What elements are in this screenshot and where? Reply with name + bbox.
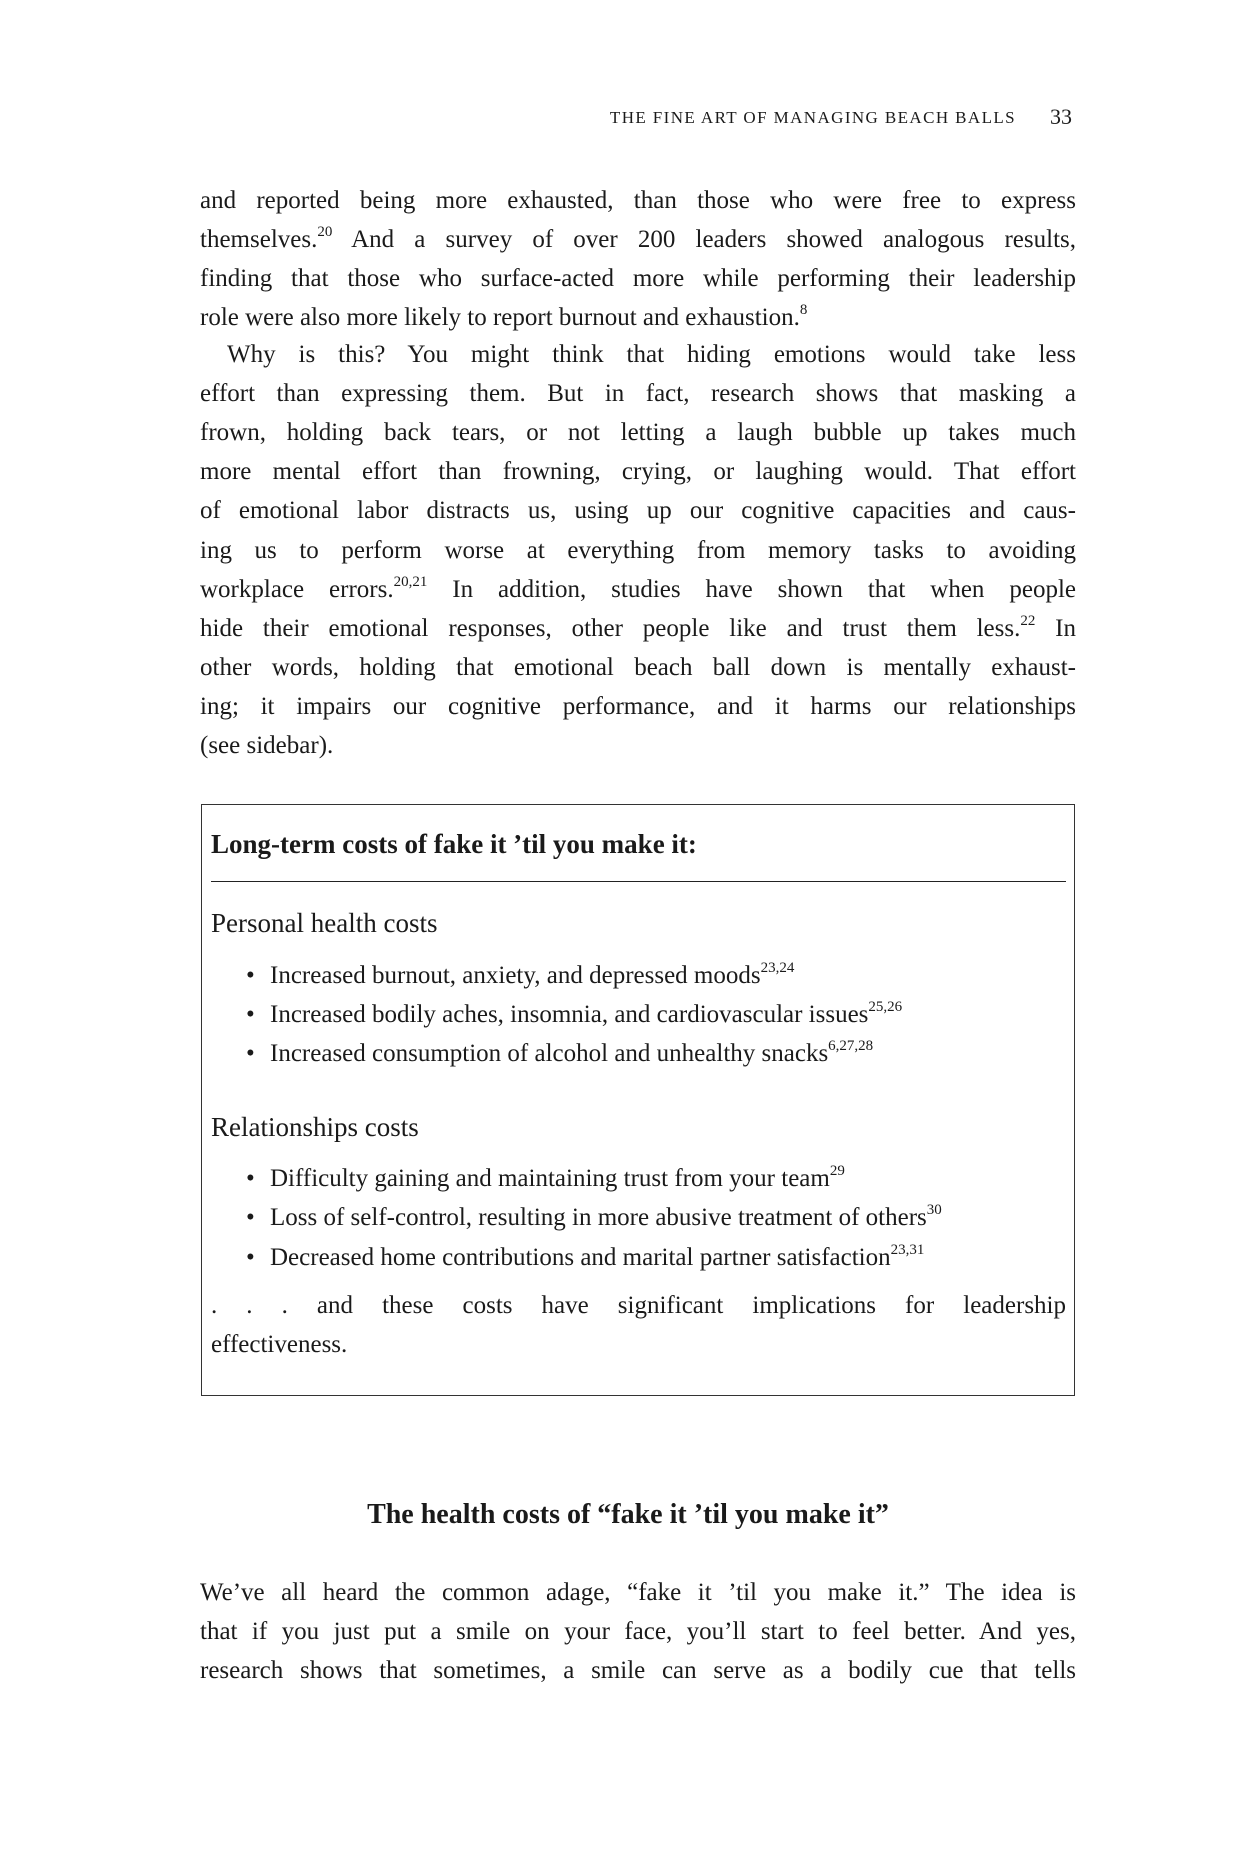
sidebar-bullet-item: [246, 995, 902, 1034]
text-segment: In: [1035, 614, 1076, 642]
text-segment: ing us to perform worse at everything from memory tasks to avoiding: [200, 536, 1076, 564]
text-segment: other words, holding that emotional beach ball down is mentally exhaust-: [200, 653, 1076, 681]
text-line: [200, 298, 1076, 337]
sidebar-bullet-item: [246, 1034, 873, 1073]
text-segment: (see sidebar).: [200, 732, 334, 759]
bullet-text: Loss of self-control, resulting in more abusive treatment of others: [270, 1204, 927, 1231]
text-segment: And a survey of over 200 leaders showed analogous results,: [332, 226, 1076, 254]
text-segment: Why is this? You might think that hiding emotions would take less: [227, 341, 1076, 368]
footnote-ref: 29: [829, 1163, 845, 1179]
text-line: [200, 609, 1076, 648]
text-line: [200, 335, 1076, 374]
bullet-text: Increased burnout, anxiety, and depressed moods: [270, 962, 761, 989]
text-line: [200, 531, 1076, 570]
text-line: [200, 1573, 1076, 1612]
text-line: [200, 570, 1076, 609]
text-segment: hide their emotional responses, other people like and trust them less.: [200, 614, 1021, 642]
text-segment: effort than expressing them. But in fact, research shows that masking a: [200, 380, 1076, 408]
bullet-icon: •: [246, 1040, 255, 1067]
text-line: [200, 491, 1076, 530]
bullet-icon: •: [246, 1244, 255, 1271]
text-line: [200, 1612, 1076, 1651]
bullet-icon: •: [246, 1204, 255, 1231]
text-segment: We’ve all heard the common adage, “fake it ’til you make it.” The idea is: [200, 1579, 1076, 1606]
footnote-ref: 25,26: [868, 999, 903, 1015]
sidebar-bullet-item: [246, 1159, 845, 1198]
text-segment: more mental effort than frowning, crying, or laughing would. That effort: [200, 458, 1076, 486]
text-segment: finding that those who surface-acted more while performing their leadership: [200, 265, 1076, 293]
bullet-text: Increased bodily aches, insomnia, and cardiovascular issues: [270, 1001, 869, 1028]
bullet-text: Increased consumption of alcohol and unhealthy snacks: [270, 1040, 829, 1067]
text-segment: ing; it impairs our cognitive performance, and it harms our relationships: [200, 692, 1076, 720]
sidebar-subheading: Personal health costs: [211, 908, 438, 938]
text-segment: frown, holding back tears, or not letting a laugh bubble up takes much: [200, 419, 1076, 447]
sidebar-closing-line: . . . and these costs have significant implications for leadership: [211, 1292, 1066, 1319]
text-line: [200, 1651, 1076, 1690]
text-segment: that if you just put a smile on your face, you’ll start to feel better. And yes,: [200, 1618, 1076, 1646]
footnote-ref: 30: [926, 1202, 942, 1218]
sidebar-bullet-item: [246, 1238, 924, 1277]
text-line: [200, 259, 1076, 298]
footnote-ref: 20: [317, 224, 333, 241]
sidebar-title: Long-term costs of fake it ’til you make it:: [211, 829, 697, 859]
running-title: THE FINE ART OF MANAGING BEACH BALLS: [609, 108, 1016, 127]
text-segment: workplace errors.: [200, 575, 394, 603]
text-segment: research shows that sometimes, a smile can serve as a bodily cue that tells: [200, 1657, 1076, 1685]
bullet-text: Decreased home contributions and marital partner satisfaction: [270, 1244, 891, 1271]
sidebar-bullet-item: [246, 1198, 942, 1237]
footnote-ref: 23,31: [890, 1242, 925, 1258]
text-segment: role were also more likely to report burnout and exhaustion.: [200, 304, 800, 332]
footnote-ref: 6,27,28: [828, 1038, 874, 1054]
text-segment: of emotional labor distracts us, using up our cognitive capacities and caus-: [200, 497, 1076, 525]
text-line: [200, 687, 1076, 726]
footnote-ref: 8: [799, 302, 808, 319]
bullet-icon: •: [246, 1165, 255, 1192]
text-line: [200, 413, 1076, 452]
section-heading: The health costs of “fake it ’til you make it”: [367, 1499, 889, 1530]
footnote-ref: 20,21: [393, 573, 428, 590]
sidebar-divider: [211, 881, 1066, 882]
text-line: [200, 181, 1076, 220]
footnote-ref: 23,24: [760, 960, 795, 976]
text-segment: and reported being more exhausted, than those who were free to express: [200, 187, 1076, 214]
footnote-ref: 22: [1020, 612, 1036, 629]
sidebar-subheading: Relationships costs: [211, 1112, 419, 1142]
bullet-icon: •: [246, 1001, 255, 1028]
bullet-icon: •: [246, 962, 255, 989]
text-line: [200, 374, 1076, 413]
text-line: [200, 726, 1076, 765]
bullet-text: Difficulty gaining and maintaining trust from your team: [270, 1165, 830, 1192]
sidebar-bullet-item: [246, 956, 794, 995]
sidebar-closing-line: effectiveness.: [211, 1331, 348, 1358]
page-number: 33: [1050, 104, 1072, 129]
text-segment: In addition, studies have shown that when people: [427, 575, 1076, 603]
text-segment: themselves.: [200, 226, 318, 254]
text-line: [200, 220, 1076, 259]
text-line: [200, 452, 1076, 491]
text-line: [200, 648, 1076, 687]
